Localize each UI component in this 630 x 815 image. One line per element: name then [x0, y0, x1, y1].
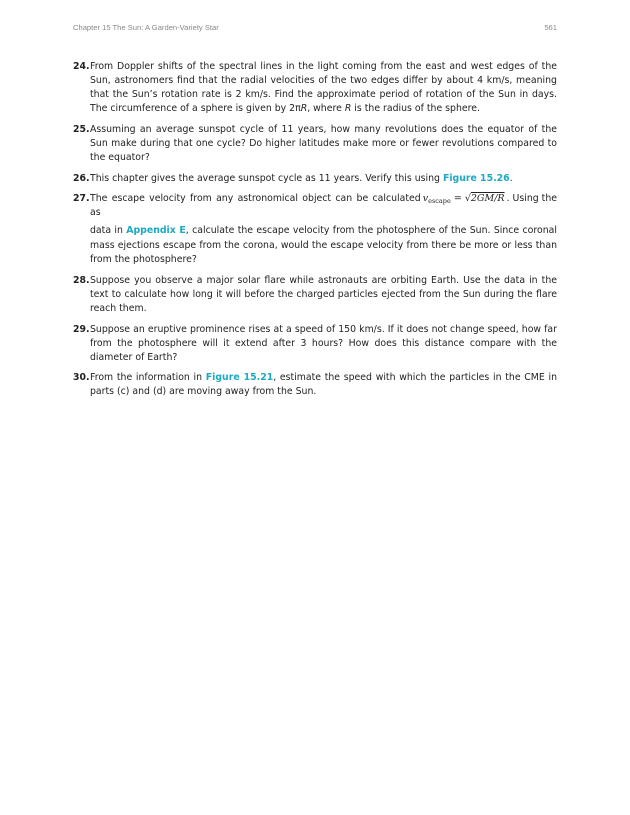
problem-number: 27. — [73, 193, 90, 205]
problem-text: The escape velocity from any astronomical object can be calculated as — [90, 193, 421, 219]
radius-symbol: R — [344, 103, 352, 115]
problem-text: . — [509, 172, 513, 184]
problem-28 — [73, 274, 557, 316]
problem-number: 24. — [73, 61, 90, 72]
problem-list — [73, 60, 557, 406]
problem-text: . Using the — [506, 193, 557, 205]
problem-number: 28. — [73, 274, 90, 286]
problem-text: data in — [90, 225, 127, 237]
problem-number: 30. — [73, 372, 90, 384]
problem-text: This chapter gives the average sunspot cycle as 11 years. Verify this using — [90, 172, 443, 184]
problem-text: Suppose you observe a major solar flare while astronauts are orbiting Earth. Use the data in the text to calculate how long it will before the charged particles ejected from the Sun during the flare reach them. — [90, 274, 557, 314]
problem-text: Assuming an average sunspot cycle of 11 years, how many revolutions does the equator of the Sun make during that one cycle? Do higher latitudes make more or fewer revolutions compared to the equator? — [90, 123, 557, 164]
figure-15-21-link[interactable]: Figure 15.21 — [205, 372, 274, 384]
appendix-e-link[interactable]: Appendix E — [126, 225, 186, 237]
problem-25 — [73, 123, 557, 165]
problem-text: , estimate the speed with which the particles in the CME in parts (c) and (d) are moving away from the Sun. — [90, 372, 557, 398]
problem-number: 29. — [73, 323, 90, 335]
figure-15-26-link[interactable]: Figure 15.26 — [442, 172, 510, 184]
problem-26 — [73, 172, 557, 186]
problem-text: From the information in — [90, 372, 206, 384]
problem-text: is the radius of the sphere. — [351, 103, 480, 115]
page-number: 561 — [544, 23, 557, 32]
problem-number: 26. — [73, 172, 90, 184]
radius-symbol: R — [300, 103, 308, 115]
problem-29 — [73, 323, 557, 365]
problem-27 — [73, 192, 557, 266]
problem-text: , where — [307, 103, 345, 115]
problem-text: Suppose an eruptive prominence rises at a speed of 150 km/s. If it does not change speed, how far from the photosphere will it extend after 3 hours? How does this distance compare with the diameter of Earth? — [90, 323, 557, 363]
problem-text: From Doppler shifts of the spectral lines in the light coming from the east and west edges of the Sun, astronomers find that the radial velocities of the two edges differ by about 4 km/s, meaning that the Sun’s rotation rate is 2 km/s. Find the approximate period of rotation of the Sun in days. The circumference of a sphere is given by 2π — [90, 61, 557, 115]
problem-30 — [73, 371, 557, 399]
sqrt-symbol: √ — [464, 193, 471, 205]
running-header — [73, 23, 557, 35]
problem-24 — [73, 60, 557, 116]
problem-number: 25. — [73, 123, 90, 135]
problem-text: , calculate the escape velocity from the photosphere of the Sun. Since coronal mass ejections escape from the corona, would the escape velocity from there be more or less than from the photosphere? — [90, 225, 557, 265]
escape-velocity-formula: $v_{escape} = √2GM/R$ — [422, 193, 505, 206]
chapter-title: Chapter 15 The Sun: A Garden-Variety Star — [73, 23, 219, 32]
